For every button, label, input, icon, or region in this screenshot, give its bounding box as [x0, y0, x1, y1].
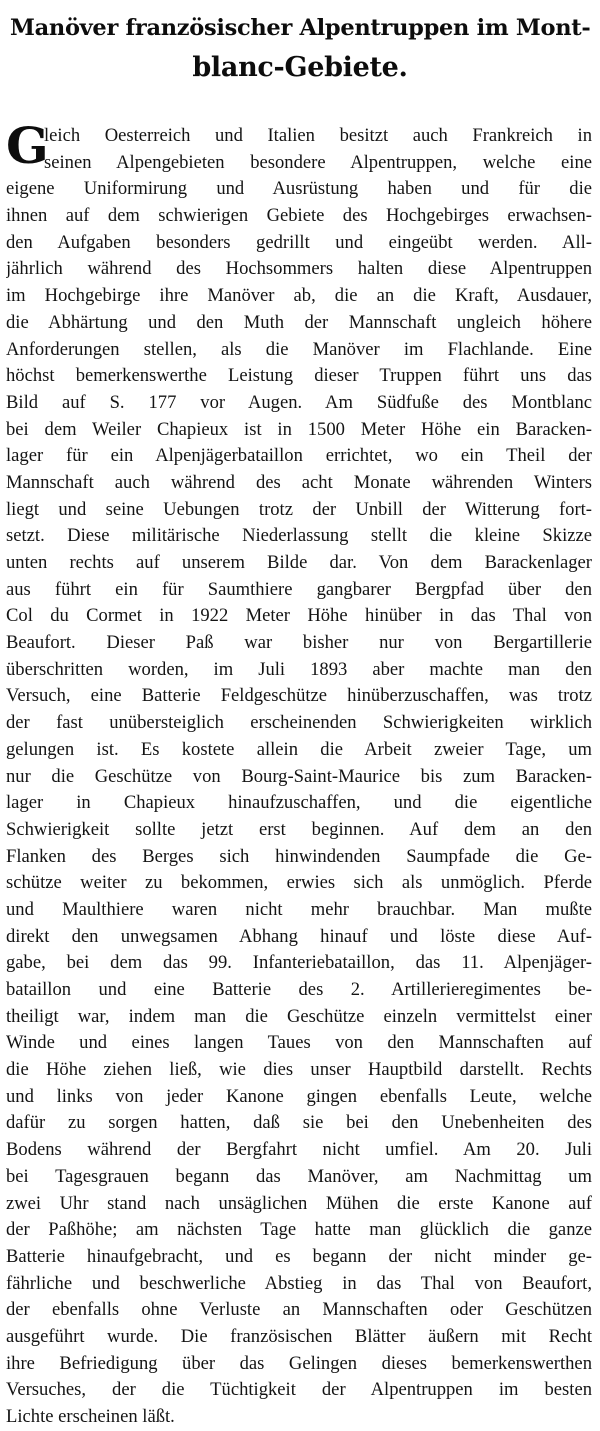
text-line: liegt und seine Uebungen trotz der Unbill der Witterung fort- — [6, 498, 592, 520]
text-line: unten rechts auf unserem Bilde dar. Von dem Barackenlager — [6, 552, 592, 573]
text-line: Beaufort. Dieser Paß war bisher nur von Bergartillerie — [6, 632, 592, 654]
text-line: die Höhe ziehen ließ, wie dies unser Hauptbild darstellt. Rechts — [6, 1059, 592, 1081]
text-line: gabe, bei dem das 99. Infanteriebataillon, das 11. Alpenjäger- — [6, 952, 592, 974]
text-line: ihre Befriedigung über das Gelingen dieses bemerkenswerthen — [6, 1352, 592, 1374]
text-line: leich Oesterreich und Italien besitzt auch Frankreich in — [44, 125, 592, 146]
text-line: und Maulthiere waren nicht mehr brauchbar. Man mußte — [6, 898, 592, 920]
text-line: ausgeführt wurde. Die französischen Blätter äußern mit Recht — [6, 1325, 592, 1347]
text-line: nur die Geschütze von Bourg-Saint-Maurice bis zum Baracken- — [6, 765, 592, 787]
text-line: direkt den unwegsamen Abhang hinauf und löste diese Auf- — [6, 925, 592, 947]
text-line: im Hochgebirge ihre Manöver ab, die an die Kraft, Ausdauer, — [6, 285, 592, 307]
text-line: Flanken des Berges sich hinwindenden Saumpfade die Ge- — [6, 845, 592, 867]
text-line: Schwierigkeit sollte jetzt erst beginnen. Auf dem an den — [6, 818, 592, 840]
text-line: Bodens während der Bergfahrt nicht umfiel. Am 20. Juli — [6, 1139, 592, 1161]
text-line: bataillon und eine Batterie des 2. Artillerieregimentes be- — [6, 979, 592, 1000]
article-body — [6, 116, 592, 1431]
text-line: zwei Uhr stand nach unsäglichen Mühen die erste Kanone auf — [6, 1192, 592, 1214]
text-line: und links von jeder Kanone gingen ebenfalls Leute, welche — [6, 1085, 592, 1107]
text-line: Col du Cormet in 1922 Meter Höhe hinüber in das Thal von — [6, 605, 592, 627]
text-line: Versuches, der die Tüchtigkeit der Alpentruppen im besten — [6, 1379, 592, 1401]
text-line: setzt. Diese militärische Niederlassung stellt die kleine Skizze — [6, 525, 592, 547]
text-line: lager in Chapieux hinaufzuschaffen, und die eigentliche — [6, 792, 592, 814]
text-line: lager für ein Alpenjägerbataillon errichtet, wo ein Theil der — [6, 445, 592, 467]
text-line: Anforderungen stellen, als die Manöver im Flachlande. Eine — [6, 338, 592, 360]
drop-cap-initial: G — [6, 116, 49, 175]
text-line: bei Tagesgrauen begann das Manöver, am Nachmittag um — [6, 1165, 592, 1187]
text-line: jährlich während des Hochsommers halten diese Alpentruppen — [6, 258, 592, 280]
text-line: gelungen ist. Es kostete allein die Arbeit zweier Tage, um — [6, 738, 592, 760]
text-line: eigene Uniformirung und Ausrüstung haben und für die — [6, 178, 592, 200]
text-line: der fast unübersteiglich erscheinenden Schwierigkeiten wirklich — [6, 712, 592, 734]
text-line: Lichte erscheinen läßt. — [6, 1406, 175, 1427]
text-line: der ebenfalls ohne Verluste an Mannschaften oder Geschützen — [6, 1299, 592, 1321]
text-line: Mannschaft auch während des acht Monate währenden Winters — [6, 471, 592, 493]
text-line: Batterie hinaufgebracht, und es begann der nicht minder ge- — [6, 1245, 592, 1267]
text-line: ihnen auf dem schwierigen Gebiete des Hochgebirges erwachsen- — [6, 205, 592, 227]
title-line: Manöver französischer Alpentruppen im Mont- — [10, 15, 591, 41]
text-line: dafür zu sorgen hatten, daß sie bei den Unebenheiten des — [6, 1112, 592, 1134]
text-line: schütze weiter zu bekommen, erwies sich als unmöglich. Pferde — [6, 872, 592, 894]
text-line: Bild auf S. 177 vor Augen. Am Südfuße des Montblanc — [6, 391, 592, 413]
text-line: überschritten worden, im Juli 1893 aber machte man den — [6, 658, 592, 680]
title-line: blanc-Gebiete. — [192, 52, 408, 83]
article-title — [10, 8, 590, 88]
text-line: den Aufgaben besonders gedrillt und eingeübt werden. All- — [6, 231, 592, 253]
text-line: Winde und eines langen Taues von den Mannschaften auf — [6, 1032, 592, 1054]
text-line: bei dem Weiler Chapieux ist in 1500 Meter Höhe ein Baracken- — [6, 418, 592, 440]
text-line: höchst bemerkenswerthe Leistung dieser Truppen führt uns das — [6, 365, 592, 387]
text-line: theiligt war, indem man die Geschütze einzeln vermittelst einer — [6, 1005, 592, 1027]
text-line: seinen Alpengebieten besondere Alpentruppen, welche eine — [44, 151, 592, 173]
text-line: fährliche und beschwerliche Abstieg in das Thal von Beaufort, — [6, 1272, 592, 1294]
text-line: die Abhärtung und den Muth der Mannschaft ungleich höhere — [6, 311, 592, 333]
text-line: der Paßhöhe; am nächsten Tage hatte man glücklich die ganze — [6, 1219, 592, 1241]
text-line: aus führt ein für Saumthiere gangbarer Bergpfad über den — [6, 578, 592, 600]
text-line: Versuch, eine Batterie Feldgeschütze hinüberzuschaffen, was trotz — [6, 685, 592, 707]
